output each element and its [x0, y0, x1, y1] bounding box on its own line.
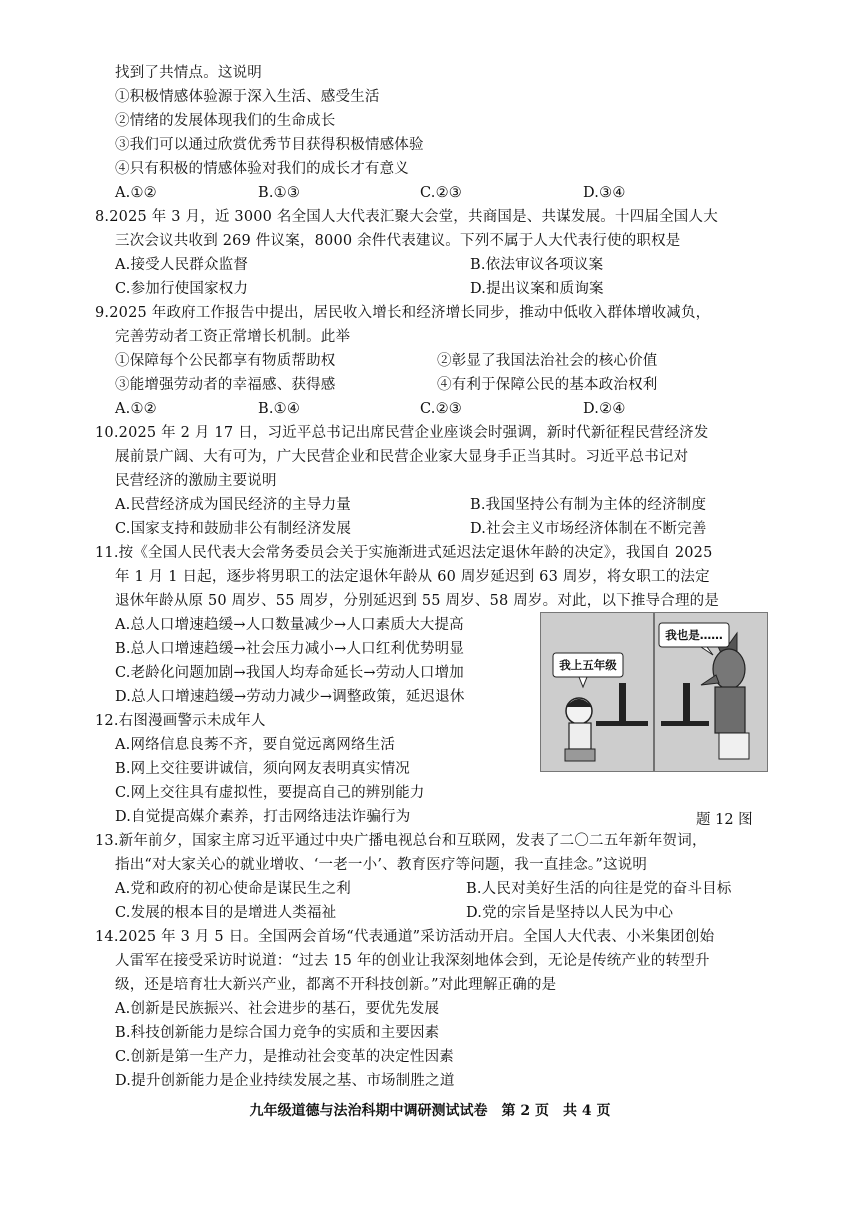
q11-choice-b: B.总人口增速趋缓→社会压力减小→人口红利优势明显 — [115, 641, 465, 657]
q8-stem-line-1: 8.2025 年 3 月，近 3000 名全国人大代表汇聚大会堂，共商国是、共谋发展。十四届全国人大 — [95, 209, 718, 225]
q9-stem-line-1: 9.2025 年政府工作报告中提出，居民收入增长和经济增长同步，推动中低收入群体增收减负， — [95, 305, 711, 321]
q7-option-2: ②情绪的发展体现我们的生命成长 — [115, 113, 336, 129]
q9-option-4: ④有利于保障公民的基本政治权利 — [437, 377, 658, 393]
q11-choice-a: A.总人口增速趋缓→人口数量减少→人口素质大大提高 — [115, 617, 464, 633]
q7-choice-b: B.①③ — [258, 185, 301, 201]
speech-bubble-child: 我上五年级 — [559, 658, 617, 672]
q7-option-1: ①积极情感体验源于深入生活、感受生活 — [115, 89, 380, 105]
q13-choice-b: B.人民对美好生活的向往是党的奋斗目标 — [466, 881, 732, 897]
figure-caption: 题 12 图 — [696, 812, 753, 828]
q14-stem-line-2: 人雷军在接受采访时说道：“过去 15 年的创业让我深刻地体会到，无论是传统产业的转型升 — [115, 953, 710, 969]
q11-stem-line-3: 退休年龄从原 50 周岁、55 周岁，分别延迟到 55 周岁、58 周岁。对此，以下推导合理的是 — [115, 593, 720, 609]
q12-choice-a: A.网络信息良莠不齐，要自觉远离网络生活 — [115, 737, 396, 753]
q9-option-1: ①保障每个公民都享有物质帮助权 — [115, 353, 336, 369]
q9-choice-a: A.①② — [115, 401, 157, 417]
q12-choice-b: B.网上交往要讲诚信，须向网友表明真实情况 — [115, 761, 410, 777]
q7-choice-c: C.②③ — [420, 185, 462, 201]
q14-choice-a: A.创新是民族振兴、社会进步的基石，要优先发展 — [115, 1001, 440, 1017]
speech-bubble-wolf: 我也是…… — [665, 628, 723, 642]
q13-choice-d: D.党的宗旨是坚持以人民为中心 — [466, 905, 674, 921]
q10-stem-line-1: 10.2025 年 2 月 17 日，习近平总书记出席民营企业座谈会时强调，新时代新征程民营经济发 — [95, 425, 709, 441]
q9-stem-line-2: 完善劳动者工资正常增长机制。此举 — [115, 329, 351, 345]
q12-choice-c: C.网上交往具有虚拟性，要提高自己的辨别能力 — [115, 785, 425, 801]
q9-choice-d: D.②④ — [583, 401, 626, 417]
q8-choice-d: D.提出议案和质询案 — [470, 281, 604, 297]
q9-choice-b: B.①④ — [258, 401, 301, 417]
q14-choice-d: D.提升创新能力是企业持续发展之基、市场制胜之道 — [115, 1073, 455, 1089]
q9-choice-c: C.②③ — [420, 401, 462, 417]
q13-stem-line-2: 指出“对大家关心的就业增收、‘一老一小’、教育医疗等问题，我一直挂念。”这说明 — [115, 857, 648, 873]
q8-choice-a: A.接受人民群众监督 — [115, 257, 249, 273]
page-footer: 九年级道德与法治科期中调研测试试卷 第 2 页 共 4 页 — [249, 1103, 611, 1119]
q13-choice-c: C.发展的根本目的是增进人类福祉 — [115, 905, 337, 921]
q9-option-3: ③能增强劳动者的幸福感、获得感 — [115, 377, 336, 393]
q11-stem-line-1: 11.按《全国人民代表大会常务委员会关于实施渐进式延迟法定退休年龄的决定》，我国自 2025 — [95, 545, 713, 561]
q10-stem-line-2: 展前景广阔、大有可为，广大民营企业和民营企业家大显身手正当其时。习近平总书记对 — [115, 449, 689, 465]
q7-stem: 找到了共情点。这说明 — [115, 65, 262, 81]
q10-choice-d: D.社会主义市场经济体制在不断完善 — [470, 521, 707, 537]
q10-choice-b: B.我国坚持公有制为主体的经济制度 — [470, 497, 707, 513]
q8-choice-c: C.参加行使国家权力 — [115, 281, 249, 297]
q8-choice-b: B.依法审议各项议案 — [470, 257, 604, 273]
q7-choice-a: A.①② — [115, 185, 157, 201]
q12-cartoon — [540, 612, 768, 772]
q14-choice-c: C.创新是第一生产力，是推动社会变革的决定性因素 — [115, 1049, 454, 1065]
q13-stem-line-1: 13.新年前夕，国家主席习近平通过中央广播电视总台和互联网，发表了二〇二五年新年贺词， — [95, 833, 707, 849]
q11-choice-c: C.老龄化问题加剧→我国人均寿命延长→劳动人口增加 — [115, 665, 464, 681]
q14-stem-line-3: 级，还是培育壮大新兴产业，都离不开科技创新。”对此理解正确的是 — [115, 977, 557, 993]
q10-stem-line-3: 民营经济的激励主要说明 — [115, 473, 277, 489]
q7-option-3: ③我们可以通过欣赏优秀节目获得积极情感体验 — [115, 137, 424, 153]
q8-stem-line-2: 三次会议共收到 269 件议案，8000 余件代表建议。下列不属于人大代表行使的职权是 — [115, 233, 681, 249]
q11-stem-line-2: 年 1 月 1 日起，逐步将男职工的法定退休年龄从 60 周岁延迟到 63 周岁，将女职工的法定 — [115, 569, 710, 585]
q10-choice-c: C.国家支持和鼓励非公有制经济发展 — [115, 521, 352, 537]
q7-option-4: ④只有积极的情感体验对我们的成长才有意义 — [115, 161, 409, 177]
q12-choice-d: D.自觉提高媒介素养，打击网络违法诈骗行为 — [115, 809, 411, 825]
cartoon-illustration — [541, 613, 767, 771]
q7-choice-d: D.③④ — [583, 185, 626, 201]
q11-choice-d: D.总人口增速趋缓→劳动力减少→调整政策，延迟退休 — [115, 689, 465, 705]
q9-option-2: ②彰显了我国法治社会的核心价值 — [437, 353, 658, 369]
q14-stem-line-1: 14.2025 年 3 月 5 日。全国两会首场“代表通道”采访活动开启。全国人大代表、小米集团创始 — [95, 929, 715, 945]
q10-choice-a: A.民营经济成为国民经济的主导力量 — [115, 497, 351, 513]
q13-choice-a: A.党和政府的初心使命是谋民生之利 — [115, 881, 351, 897]
q14-choice-b: B.科技创新能力是综合国力竞争的实质和主要因素 — [115, 1025, 440, 1041]
q12-stem: 12.右图漫画警示未成年人 — [95, 713, 266, 729]
